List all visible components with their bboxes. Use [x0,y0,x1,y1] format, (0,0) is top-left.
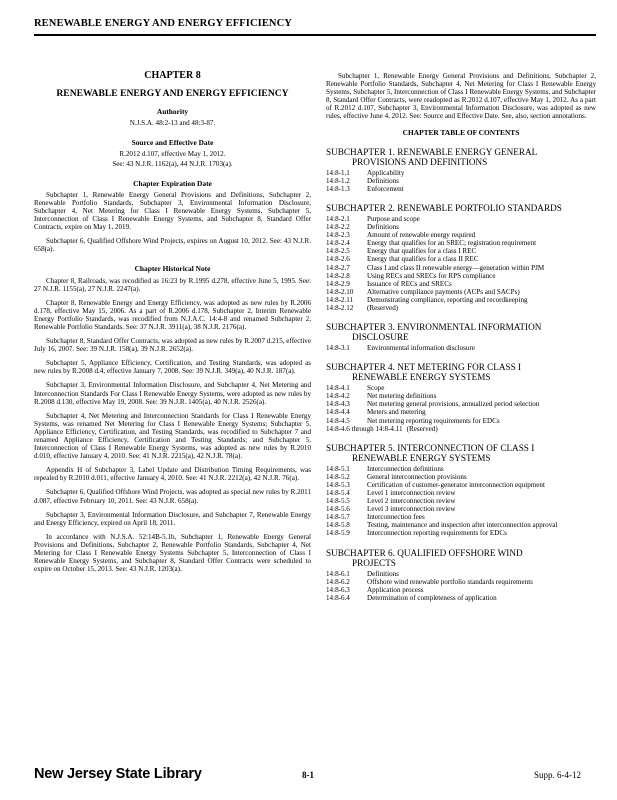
section-title: Issuance of RECs and SRECs [367,279,452,288]
section-number: 14:8-5.5 [326,497,350,506]
section-number: 14:8-5.9 [326,529,350,538]
history-paragraph: Appendix H of Subchapter 3, Label Update and Distribution Timing Requirements, was repealed by R.2010 d.011, effective January 4, 2010. See: 41 N.J.R. 2212(a), 42 N.J.R. 76(a). [34,466,311,483]
section-title: Definitions [367,569,399,578]
history-paragraph: Subchapter 4, Net Metering and Interconnection Standards for Class I Renewable Energy Systems, was renamed Net Metering for Class I Renewable Energy Systems; Subchapter 5, Appliance Efficiency, Certification, and Testing Standards, was recodified to Subchapter 7 and renamed Appliance Efficiency, Certification and Testing Standards; and Subchapter 5, Interconnection of Class I Renewable Energy Systems, was adopted as new rules by R.2010 d.010, effective January 4, 2010. See: 41 N.J.R. 2215(a), 42 N.J.R. 78(a). [34,411,311,461]
section-title: Amount of renewable energy required [367,231,476,240]
history-paragraph: Subchapter 6, Qualified Offshore Wind Projects, was adopted as special new rules by R.2011 d.087, effective February 10, 2011. See: 43 N.J.R. 658(a). [34,488,311,505]
section-number: 14:8-2.1 [326,214,350,223]
toc-entry [326,247,596,255]
toc-entry [326,304,596,312]
section-number: 14:8-1.2 [326,176,350,185]
section-title: Definitions [367,176,399,185]
section-title: Demonstrating compliance, reporting and recordkeeping [367,295,528,304]
toc-entry [326,481,596,489]
section-number: 14:8-5.6 [326,505,350,514]
left-column [34,72,311,579]
header-rule [34,34,596,36]
history-section [34,265,311,573]
subchapter-title: SUBCHAPTER 6. QUALIFIED OFFSHORE WIND [326,547,523,558]
history-paragraph: Chapter 8, Railroads, was recodified as 16:23 by R.1995 d.278, effective June 5, 1995. See: 27 N.J.R. 1155(a), 27 N.J.R. 2247(a). [34,276,311,293]
section-title: Using RECs and SRECs for RPS compliance [367,271,496,280]
toc-entry [326,296,596,304]
authority-heading: Authority [156,107,189,117]
toc-entry [326,272,596,280]
section-title: (Reserved) [367,303,399,312]
section-title: Alternative compliance payments (ACPs and SACPs) [367,287,520,296]
expiration-section [34,180,311,254]
toc-entry [326,280,596,288]
section-number: 14:8-2.5 [326,247,350,256]
authority-section [34,108,311,127]
toc-entry [326,169,596,177]
toc-entry [326,177,596,185]
source-section [34,139,311,167]
section-title: Net metering general provisions, annualized period selection [367,400,540,409]
section-title: Testing, maintenance and inspection after interconnection approval [367,521,558,530]
section-title: Enforcement [367,184,404,193]
section-number: 14:8-4.1 [326,384,350,393]
section-title: Definitions [367,223,399,232]
supplement-date: Supp. 6-4-12 [534,770,581,780]
section-number: 14:8-4.2 [326,392,350,401]
section-title: Interconnection reporting requirements for EDCs [367,529,507,538]
toc-entry [326,521,596,529]
source-line: See: 43 N.J.R. 1162(a), 44 N.J.R. 1703(a). [112,159,233,168]
section-title: Environmental information disclosure [367,344,475,353]
source-line: R.2012 d.107, effective May 1, 2012. [119,150,226,159]
section-number: 14:8-6.2 [326,577,350,586]
section-number: 14:8-6.4 [326,593,350,602]
source-heading: Source and Effective Date [131,138,214,148]
section-title: Applicability [367,168,405,177]
section-title: Scope [367,384,385,393]
section-title: Interconnection definitions [367,464,444,473]
section-number: 14:8-2.2 [326,223,350,232]
toc-entry [326,529,596,537]
section-number: 14:8-1.3 [326,184,350,193]
toc-entry [326,473,596,481]
toc-entry [326,239,596,247]
section-number: 14:8-5.8 [326,521,350,530]
section-number: 14:8-5.2 [326,472,350,481]
section-title: Application process [367,585,424,594]
subchapter-heading [326,322,596,342]
page-number: 8-1 [302,770,314,780]
section-number: 14:8-2.11 [326,295,354,304]
toc-entry [326,223,596,231]
history-paragraph: In accordance with N.J.S.A. 52:14B-5.1b, Subchapter 1, Renewable Energy General Provisions and Definitions, Subchapter 2, Renewable Portfolio Standards, Subchapter 4, Net Metering for Class I Renewable Energy Systems Subchapter 5, Interconnection of Class I Renewable Energy Systems, and Subchapter 8, Standard Offer Contracts were scheduled to expire on October 15, 2013. See: 43 N.J.R. 1203(a). [34,532,311,574]
section-title: Level 3 interconnection review [367,505,456,514]
section-number: 14:8-6.3 [326,585,350,594]
section-number: 14:8-1.1 [326,168,350,177]
section-title: Energy that qualifies for an SREC; registration requirement [367,239,537,248]
section-number: 14:8-2.4 [326,239,350,248]
right-column [326,72,596,602]
toc-entry [326,344,596,352]
toc-entry [326,417,596,425]
history-heading: Chapter Historical Note [134,264,211,274]
subchapter-title-continued: DISCLOSURE [352,332,409,343]
section-title: Purpose and scope [367,214,420,223]
toc-entry [326,215,596,223]
section-number: 14:8-2.7 [326,263,350,272]
toc-entry [326,264,596,272]
section-number: 14:8-2.3 [326,231,350,240]
toc-entry [326,513,596,521]
toc-entry [326,594,596,602]
history-paragraph: Chapter 8, Renewable Energy and Energy Efficiency, was adopted as new rules by R.2006 d.178, effective May 15, 2006. As a part of R.2006 d.178, Subchapter 2, Interim Renewable Energy Portfolio Standards, was recodified from N.J.A.C. 14:4-8 and renamed Subchapter 2, Renewable Portfolio Standards. See: 37 N.J.R. 3911(a), 38 N.J.R. 2176(a). [34,298,311,331]
section-title: Energy that qualifies for a class I REC [367,247,477,256]
subchapter-title: SUBCHAPTER 1. RENEWABLE ENERGY GENERAL [326,146,538,157]
toc-entry [326,231,596,239]
subchapter-heading [326,147,596,167]
toc-entry [326,489,596,497]
expiration-paragraph: Subchapter 6, Qualified Offshore Wind Projects, expires on August 10, 2012. See: 43 N.J.R. 658(a). [34,237,311,254]
toc-entry [326,497,596,505]
toc-entry [326,570,596,578]
section-title: Interconnection fees [367,513,425,522]
toc-entry [326,505,596,513]
toc-entry [326,185,596,193]
toc-entry [326,400,596,408]
section-number: 14:8-5.1 [326,464,350,473]
section-title: Energy that qualifies for a class II REC [367,255,479,264]
section-number: 14:8-5.4 [326,489,350,497]
history-paragraph: Subchapter 5, Appliance Efficiency, Certification, and Testing Standards, was adopted as new rules by R.2008 d.4, effective January 7, 2008. See: 39 N.J.R. 349(a), 40 N.J.R. 187(a). [34,359,311,376]
toc-entry [326,288,596,296]
section-number: 14:8-2.10 [326,287,354,296]
subchapter-heading [326,203,596,213]
toc-entry [326,425,596,433]
section-number: 14:8-2.9 [326,279,350,288]
subchapter-title-continued: PROVISIONS AND DEFINITIONS [352,156,488,167]
subchapter-heading [326,443,596,463]
subchapter-heading [326,548,596,568]
subchapter-title-continued: PROJECTS [352,557,396,568]
section-title: Class I and class II renewable energy—generation within PJM [367,263,545,272]
chapter-title: RENEWABLE ENERGY AND ENERGY EFFICIENCY [56,88,289,100]
toc-entry [326,465,596,473]
expiration-paragraph: Subchapter 1, Renewable Energy General Provisions and Definitions, Subchapter 2, Renewable Portfolio Standards, Subchapter 3, Environmental Information Disclosure, Subchapter 4, Net Metering for Class I Renewable Energy Systems, Subchapter 5, Interconnection of Class I Renewable Energy Systems, and Subchapter 8, Standard Offer Contracts, expire on May 1, 2019. [34,190,311,232]
section-number: 14:8-6.1 [326,569,350,578]
section-title: Meters and metering [367,408,426,417]
subchapter-title-continued: RENEWABLE ENERGY SYSTEMS [352,452,491,463]
subchapter-heading [326,362,596,382]
toc-heading: CHAPTER TABLE OF CONTENTS [402,127,520,137]
readoption-paragraph: Subchapter 1, Renewable Energy General Provisions and Definitions, Subchapter 2, Renewable Portfolio Standards, Subchapter 4, Net Metering for Class I Renewable Energy Systems, Subchapter 5, Interconnection of Class I Renewable Energy Systems, and Subchapter 8, Standard Offer Contracts, were readopted as R.2012 d.107, effective May 1, 2012. As a part of R.2012 d.107, Subchapter 3, Environmental Information Disclosure, was adopted as new rules, effective June 4, 2012. See: Source and Effective Date. See, also, section annotations. [326,72,596,121]
running-head: RENEWABLE ENERGY AND ENERGY EFFICIENCY [34,18,292,29]
section-title: Offshore wind renewable portfolio standards requirements [367,577,533,586]
section-title: Net metering definitions [367,392,437,401]
section-number: 14:8-5.3 [326,480,350,489]
section-number: 14:8-2.8 [326,271,350,280]
section-title: Level 1 interconnection review [367,489,456,497]
section-number: 14:8-4.3 [326,400,350,409]
toc-entry [326,255,596,263]
section-number: 14:8-3.1 [326,344,350,353]
history-paragraph: Subchapter 8, Standard Offer Contracts, was adopted as new rules by R.2007 d.215, effective July 16, 2007. See: 39 N.J.R. 158(a), 39 N.J.R. 2652(a). [34,337,311,354]
table-of-contents [326,147,596,602]
subchapter-title: SUBCHAPTER 3. ENVIRONMENTAL INFORMATION [326,322,542,333]
section-title: Determination of completeness of application [367,593,497,602]
subchapter-title: SUBCHAPTER 5. INTERCONNECTION OF CLASS I [326,442,535,453]
history-paragraph: Subchapter 3, Environmental Information Disclosure, and Subchapter 4, Net Metering and Interconnection Standards For Class I Renewable Energy Systems, were adopted as new rules by R.2008 d.130, effective May 19, 2008. See: 39 N.J.R. 1405(a), 40 N.J.R. 2526(a). [34,381,311,406]
toc-entry [326,586,596,594]
subchapter-title-continued: RENEWABLE ENERGY SYSTEMS [352,372,491,383]
section-number: 14:8-4.4 [326,408,350,417]
history-paragraph: Subchapter 3, Environmental Information Disclosure, and Subchapter 7, Renewable Energy and Energy Efficiency, expired on April 18, 2011. [34,510,311,527]
toc-entry [326,392,596,400]
library-brand: New Jersey State Library [34,766,202,782]
section-number: 14:8-2.6 [326,255,350,264]
section-number: 14:8-5.7 [326,513,350,522]
section-title: Net metering reporting requirements for EDCs [367,416,500,425]
section-title: General interconnection provisions [367,472,467,481]
toc-entry [326,384,596,392]
section-number: 14:8-4.6 through 14:8-4.11 [326,424,403,433]
authority-text: N.J.S.A. 48:2-13 and 48:3-87. [129,119,216,128]
toc-entry [326,578,596,586]
section-number: 14:8-4.5 [326,416,350,425]
subchapter-title: SUBCHAPTER 2. RENEWABLE PORTFOLIO STANDARDS [326,202,562,213]
section-number: 14:8-2.12 [326,303,354,312]
section-title: (Reserved) [406,424,438,433]
expiration-heading: Chapter Expiration Date [133,178,212,188]
toc-entry [326,408,596,416]
section-title: Certification of customer-generator interconnection equipment [367,480,545,489]
chapter-label: CHAPTER 8 [144,70,201,81]
section-title: Level 2 interconnection review [367,497,456,506]
subchapter-title: SUBCHAPTER 4. NET METERING FOR CLASS I [326,362,522,373]
